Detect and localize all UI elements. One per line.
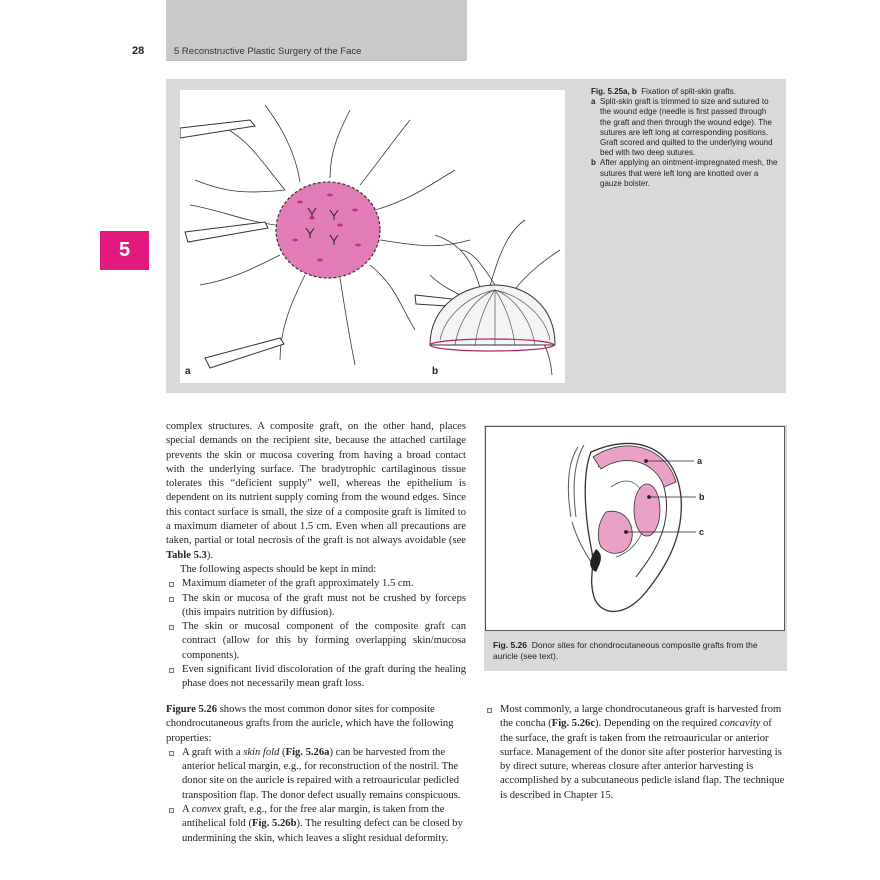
caption-item-text: Split-skin graft is trimmed to size and sutured to the wound edge (needle is first passed through the graft and then through the wound edge). The sutures are left long at corresponding positions. Graft scored and quilted to the underlying wound bed with two deep sutures. [600,97,773,158]
figure-5-26-illustration [485,426,785,631]
text-run: complex structures. A composite graft, on the other hand, places special demands on the recipient site, because the attached cartilage prevents the skin or mucosa covering from having a broad contact with the underlying surface. The bradytrophic cartilaginous tissue tolerates this “deficient supply” well, whereas the epithelium is dependent on its nutrient supply coming from the wound edges. Since this contact surface is small, the size of a composite graft is limited to a maximum diameter of about 1.5 cm. Even when all precautions are taken, partial or total necrosis of the graft is not always avoidable (see [166,421,466,547]
emphasis: skin fold [243,746,280,758]
figure-5-25-caption [591,87,779,189]
list-item: The skin or mucosal component of the composite graft can contract (allow for this by forming overlapping skin/mucosa components). [166,620,466,663]
caption-item-label: b [591,158,596,168]
body-text-column-left [166,703,468,846]
text-run: A graft with a [182,746,244,758]
text-run: shows the most common donor sites for composite chondrocutaneous grafts from the auricle, which have the following properties: [166,704,454,744]
list-item [484,703,787,803]
list-item [166,803,468,846]
bullet-list [484,703,787,803]
text-run: graft, e.g., for the free alar margin, is taken from the antihelical fold ( [182,804,445,830]
caption-title: Fig. 5.25a, b [591,87,637,96]
text-run: ). The resulting defect can be closed by undermining the skin, which leaves a slight residual deformity. [182,818,463,844]
donor-site-c-label: c [699,527,705,537]
header-rule [166,60,466,61]
caption-item-text: After applying an ointment-impregnated mesh, the sutures that were left long are knotted over a gauze bolster. [600,158,778,188]
body-text-column-upper [166,420,466,692]
figure-reference: Fig. 5.26b [252,818,297,830]
caption-item-label: a [591,97,596,107]
text-run: ) can be harvested from the anterior helical margin, e.g., for reconstruction of the nostril. The donor site on the auricle is repaired with a retroauricular pedicled transposition flap. The donor defect usually remains conspicuous. [182,746,461,801]
list-item: The skin or mucosa of the graft must not be crushed by forceps (this impairs nutrition by diffusion). [166,592,466,621]
paragraph [166,420,466,563]
figure-reference: Fig. 5.26c [551,718,596,730]
table-reference: Table 5.3 [166,549,207,561]
donor-site-b-label: b [699,492,705,502]
figure-reference: Figure 5.26 [166,704,218,715]
body-text-column-right [484,703,787,803]
emphasis: convex [191,804,222,816]
list-item: Maximum diameter of the graft approximately 1.5 cm. [166,577,466,591]
running-head: 5 Reconstructive Plastic Surgery of the Face [174,46,362,57]
list-item: Even significant livid discoloration of the graft during the healing phase does not necessarily mean graft loss. [166,663,466,692]
text-run: A [182,804,192,816]
donor-site-a-label: a [697,456,703,466]
split-skin-graft-drawing [180,90,565,383]
paragraph [166,703,468,746]
figure-5-25-illustration [180,90,565,383]
text-run: ). [206,549,214,561]
panel-a-label: a [185,366,191,377]
paragraph: The following aspects should be kept in mind: [180,563,377,575]
text-run: of the surface, the graft is taken from the retroauricular or anterior surface. Management of the donor site after posterior harvesting is by direct suture, whereas closure after anterior harvesting is accomplished by a subcutaneous pedicle island flap. The technique is described in Chapter 15. [500,718,785,801]
figure-5-26-caption [493,640,781,662]
text-run: ). Depending on the required [595,718,720,730]
caption-item [591,158,779,189]
figure-reference: Fig. 5.26a [285,746,330,758]
text-run: Most commonly, a large chondrocutaneous graft is harvested from the concha ( [500,704,782,730]
caption-text: Donor sites for chondrocutaneous composite grafts from the auricle (see text). [493,640,758,661]
caption-item [591,97,779,158]
page-number: 28 [132,45,145,57]
caption-title-rest: Fixation of split-skin grafts. [641,87,736,96]
caption-title: Fig. 5.26 [493,640,528,650]
panel-b-label: b [432,366,439,377]
bullet-list [166,746,468,846]
chapter-tab: 5 [100,231,149,270]
emphasis: concavity [719,718,761,730]
list-item [166,746,468,803]
auricle-donor-sites-drawing [486,427,784,630]
text-run: ( [279,746,286,758]
bullet-list [166,577,466,691]
